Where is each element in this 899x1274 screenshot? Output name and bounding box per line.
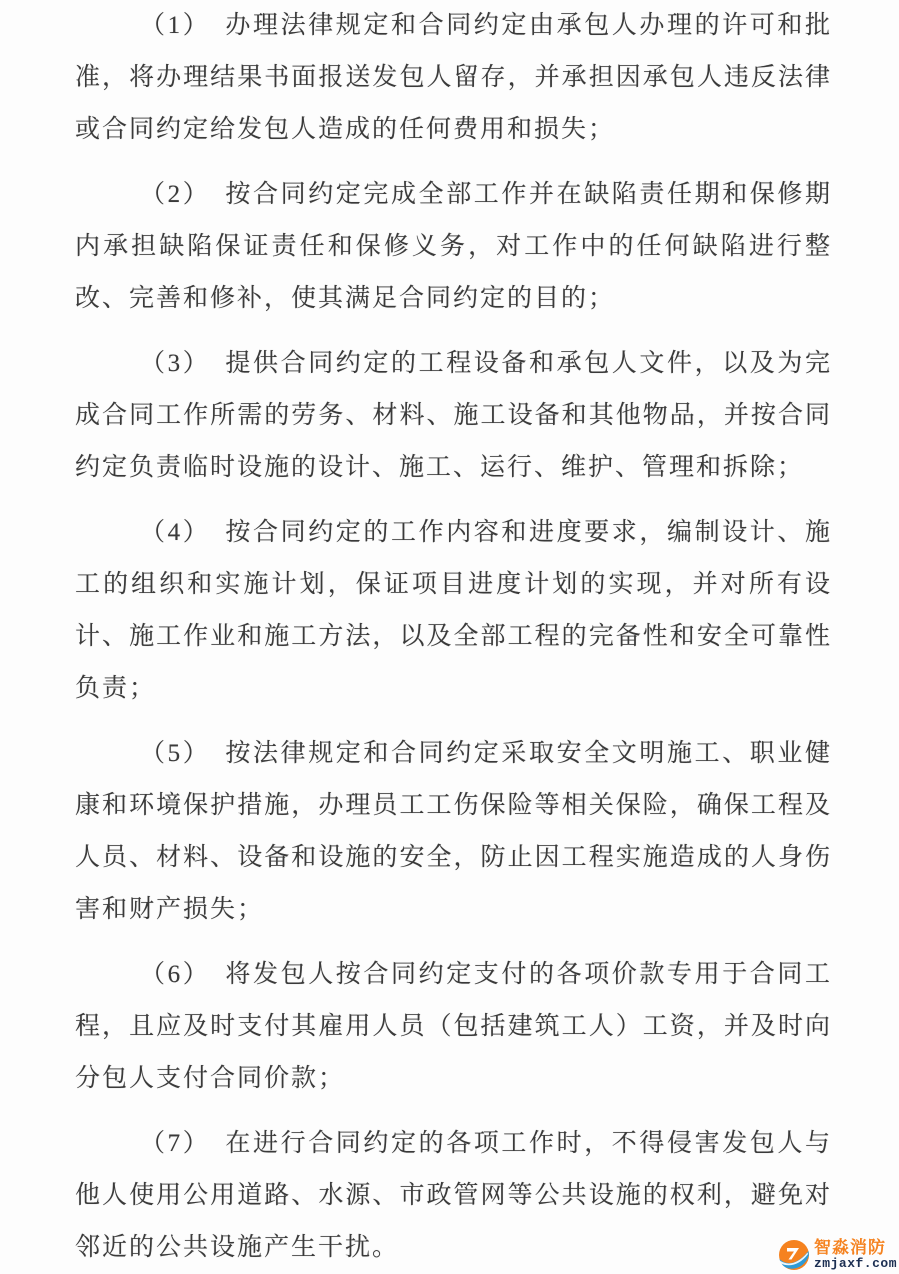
clause-paragraph-7: （7） 在进行合同约定的各项工作时，不得侵害发包人与他人使用公用道路、水源、市政管网等公共设施的权利，避免对邻近的公共设施产生干扰。 [75, 1130, 832, 1261]
clause-paragraph-1: （1） 办理法律规定和合同约定由承包人办理的许可和批准，将办理结果书面报送发包人留存，并承担因承包人违反法律或合同约定给发包人造成的任何费用和损失； [75, 12, 832, 143]
clause-paragraph-6: （6） 将发包人按合同约定支付的各项价款专用于合同工程，且应及时支付其雇用人员（包括建筑工人）工资，并及时向分包人支付合同价款； [75, 961, 832, 1092]
watermark-url: zmjaxf.com [813, 1256, 897, 1271]
watermark [778, 1239, 897, 1271]
zhimiao-fire-logo-icon [778, 1239, 810, 1271]
clause-paragraph-2: （2） 按合同约定完成全部工作并在缺陷责任期和保修期内承担缺陷保证责任和保修义务，对工作中的任何缺陷进行整改、完善和修补，使其满足合同约定的目的； [75, 181, 832, 312]
watermark-text [814, 1239, 897, 1271]
clause-paragraph-5: （5） 按法律规定和合同约定采取安全文明施工、职业健康和环境保护措施，办理员工工伤保险等相关保险，确保工程及人员、材料、设备和设施的安全，防止因工程实施造成的人身伤害和财产损失； [75, 740, 832, 923]
watermark-brand-name: 智淼消防 [813, 1238, 886, 1257]
clause-paragraph-4: （4） 按合同约定的工作内容和进度要求，编制设计、施工的组织和实施计划，保证项目进度计划的实现，并对所有设计、施工作业和施工方法，以及全部工程的完备性和安全可靠性负责； [75, 519, 832, 702]
clause-paragraph-3: （3） 提供合同约定的工程设备和承包人文件，以及为完成合同工作所需的劳务、材料、施工设备和其他物品，并按合同约定负责临时设施的设计、施工、运行、维护、管理和拆除； [75, 350, 832, 481]
